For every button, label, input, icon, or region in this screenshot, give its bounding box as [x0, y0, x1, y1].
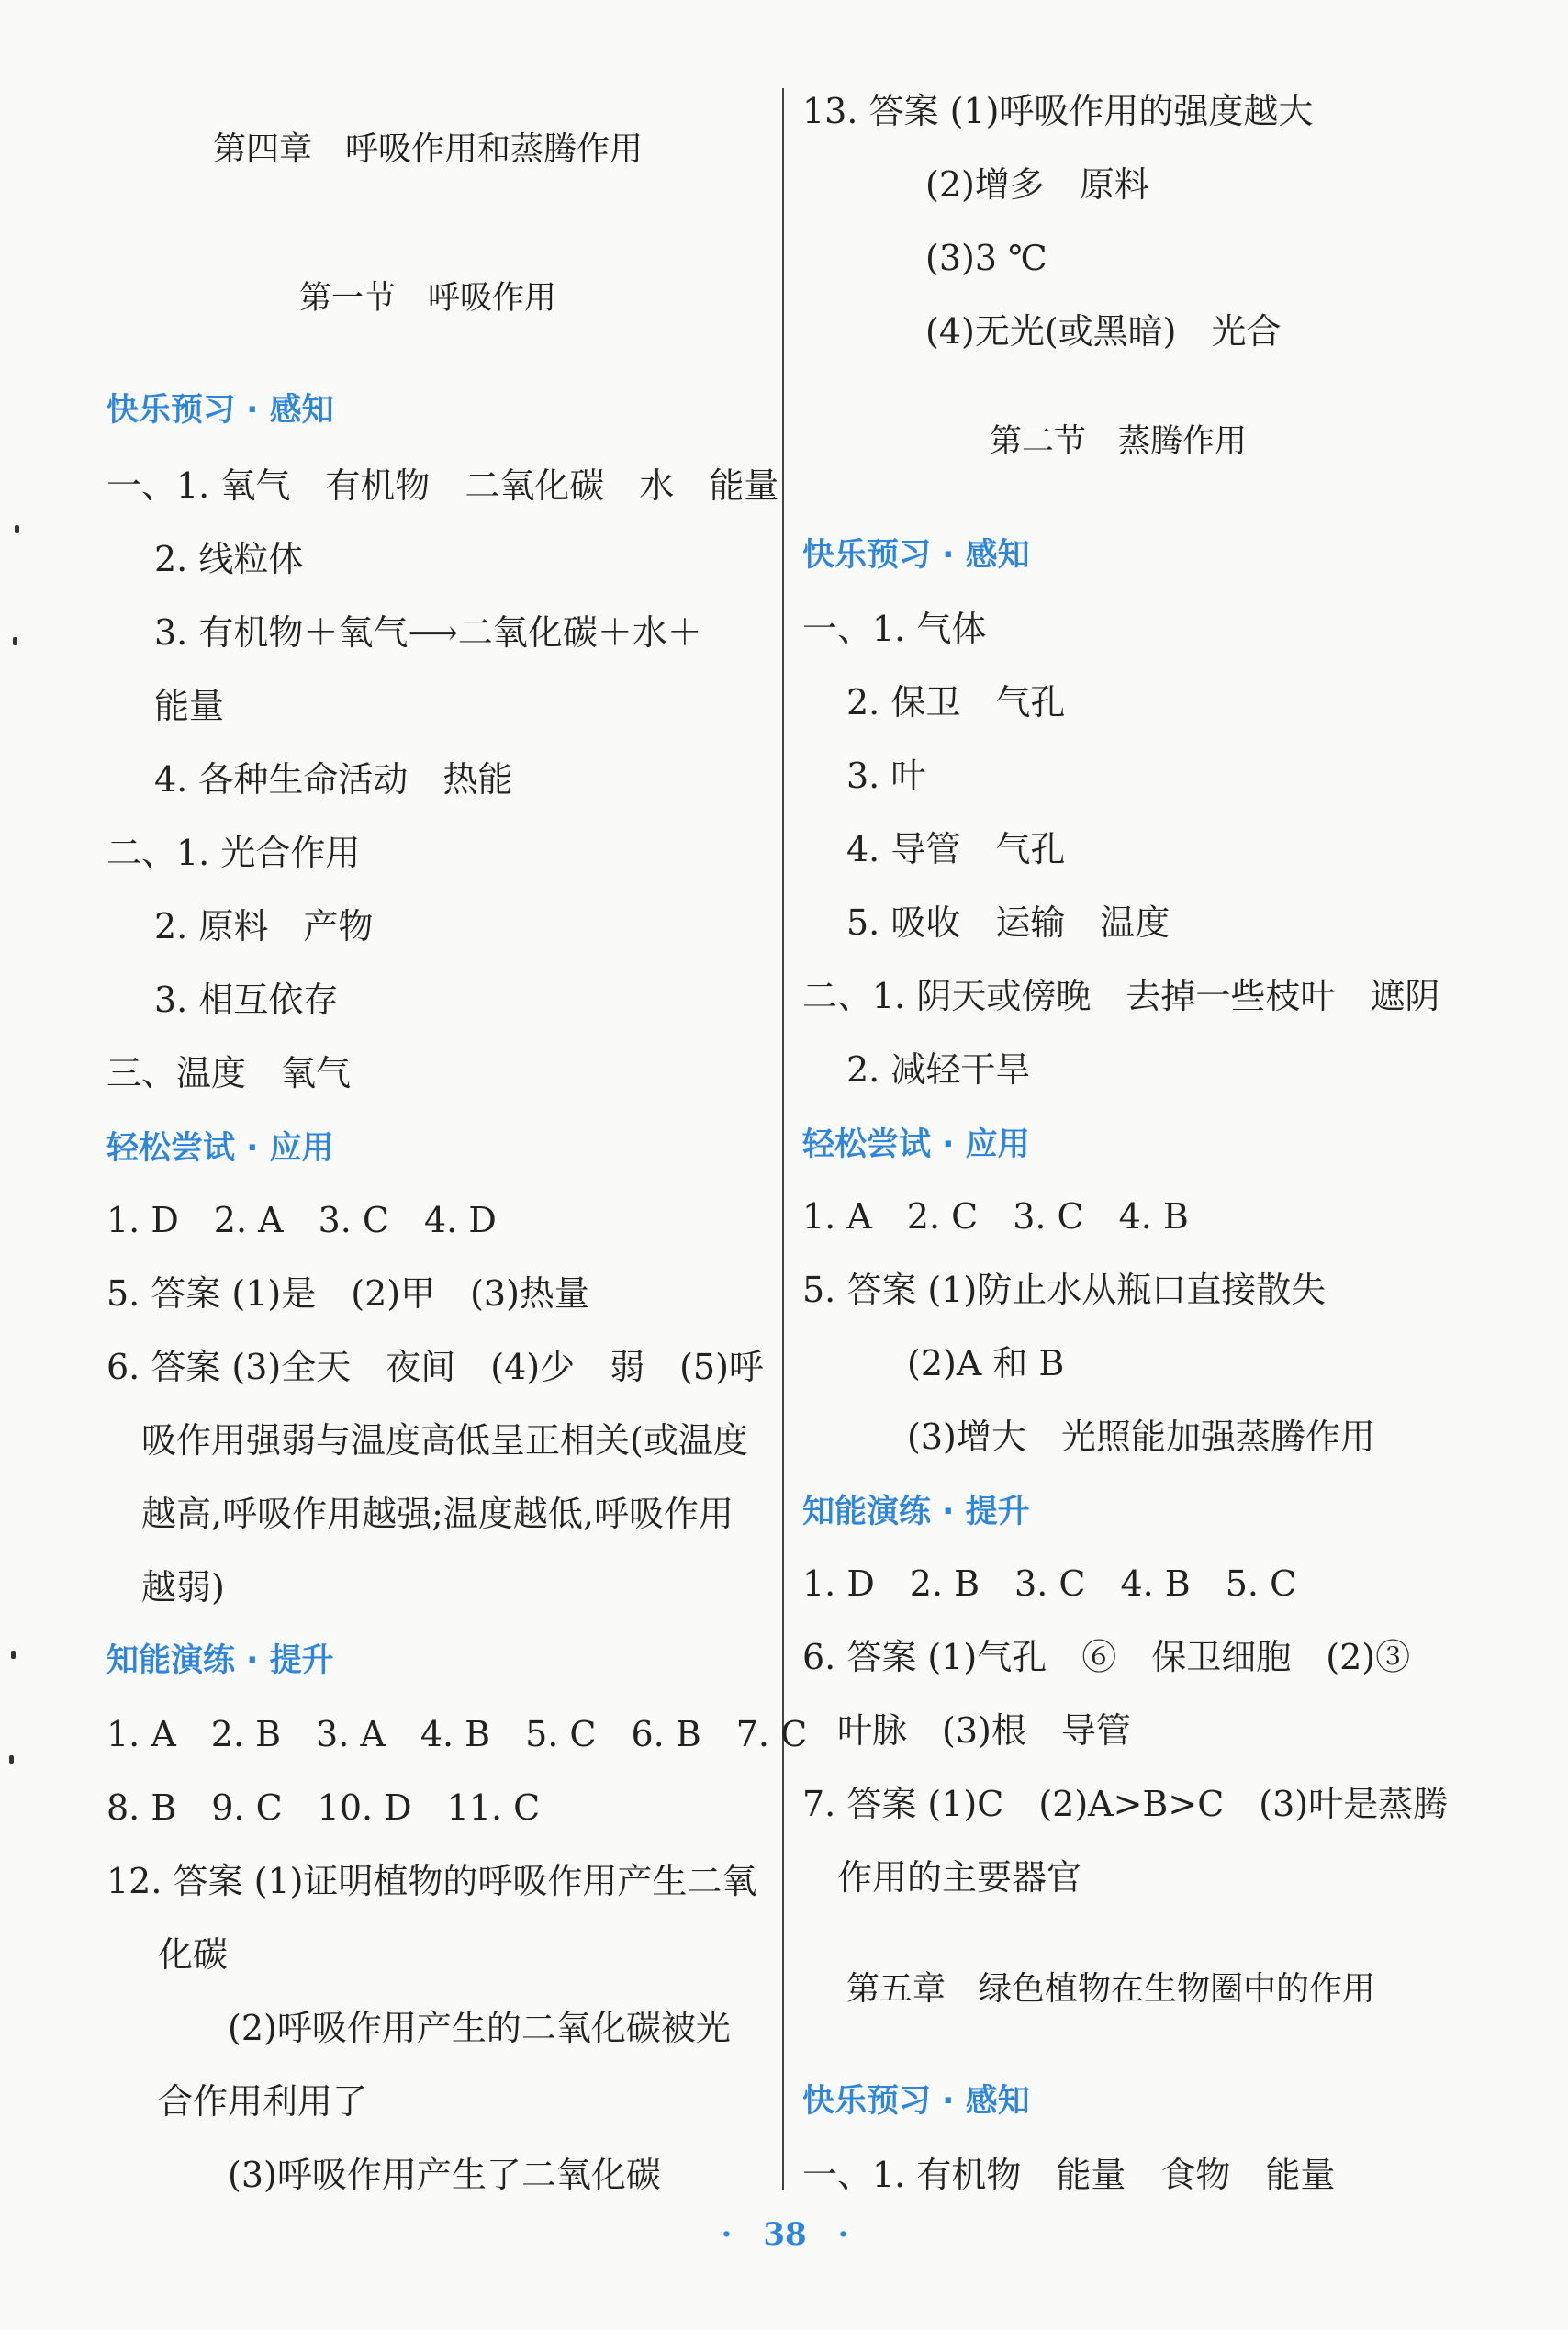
- answer-line: 5. 答案 (1)是 (2)甲 (3)热量: [106, 1273, 589, 1314]
- column-divider: [782, 88, 784, 2190]
- answer-line: 3. 相互依存: [154, 980, 339, 1020]
- page-number: · 38 ·: [721, 2216, 849, 2253]
- answer-line: 5. 吸收 运输 温度: [846, 902, 1170, 943]
- answer-line: 一、1. 有机物 能量 食物 能量: [802, 2155, 1336, 2195]
- answer-line: 叶脉 (3)根 导管: [837, 1710, 1131, 1751]
- answer-line: 三、温度 氧气: [106, 1053, 352, 1093]
- answer-line: 1. D 2. B 3. C 4. B 5. C: [802, 1563, 1297, 1604]
- answer-line: (4)无光(或黑暗) 光合: [925, 311, 1282, 352]
- answer-line: 7. 答案 (1)C (2)A>B>C (3)叶是蒸腾: [802, 1784, 1449, 1824]
- section-heading: 快乐预习 · 感知: [106, 392, 334, 429]
- section-title: 第二节 蒸腾作用: [990, 423, 1248, 460]
- answer-line: 4. 导管 气孔: [846, 829, 1066, 869]
- answer-line: 1. A 2. B 3. A 4. B 5. C 6. B 7. C: [106, 1714, 808, 1754]
- section-heading: 快乐预习 · 感知: [802, 537, 1030, 574]
- section-heading: 知能演练 · 提升: [106, 1642, 334, 1679]
- answer-line: 4. 各种生命活动 热能: [154, 759, 513, 800]
- chapter-title: 第五章 绿色植物在生物圈中的作用: [846, 1970, 1376, 2008]
- section-heading: 快乐预习 · 感知: [802, 2083, 1030, 2120]
- scan-speck: [9, 1755, 14, 1764]
- answer-line: 二、1. 光合作用: [106, 833, 361, 873]
- answer-line: 吸作用强弱与温度高低呈正相关(或温度: [141, 1420, 748, 1461]
- answer-line: 2. 原料 产物: [154, 906, 374, 947]
- section-heading: 知能演练 · 提升: [802, 1494, 1030, 1530]
- section-heading: 轻松尝试 · 应用: [106, 1130, 334, 1167]
- answer-line: 作用的主要器官: [837, 1857, 1082, 1898]
- answer-line: 3. 有机物＋氧气⟶二氧化碳＋水＋: [154, 612, 702, 653]
- answer-line: 6. 答案 (3)全天 夜间 (4)少 弱 (5)呼: [106, 1347, 764, 1387]
- section-title: 第一节 呼吸作用: [299, 280, 557, 317]
- answer-line: 越高,呼吸作用越强;温度越低,呼吸作用: [141, 1494, 734, 1534]
- answer-line: 一、1. 气体: [802, 609, 987, 649]
- answer-line: 8. B 9. C 10. D 11. C: [106, 1787, 541, 1828]
- answer-line: (2)增多 原料: [925, 164, 1149, 205]
- answer-line: 一、1. 氧气 有机物 二氧化碳 水 能量: [106, 465, 779, 506]
- answer-line: 化碳: [158, 1934, 229, 1975]
- answer-line: 合作用利用了: [158, 2081, 368, 2122]
- scan-speck: [11, 1651, 16, 1659]
- answer-line: (3)增大 光照能加强蒸腾作用: [907, 1417, 1375, 1457]
- answer-line: 2. 保卫 气孔: [846, 682, 1066, 723]
- answer-line: 13. 答案 (1)呼吸作用的强度越大: [802, 91, 1314, 131]
- scan-speck: [13, 637, 17, 645]
- chapter-title: 第四章 呼吸作用和蒸腾作用: [213, 130, 644, 168]
- answer-line: (3)呼吸作用产生了二氧化碳: [228, 2155, 661, 2195]
- answer-line: 3. 叶: [846, 756, 926, 796]
- answer-line: (2)A 和 B: [907, 1343, 1065, 1383]
- answer-line: 越弱): [141, 1567, 225, 1607]
- scan-speck: [15, 525, 19, 533]
- answer-line: 5. 答案 (1)防止水从瓶口直接散失: [802, 1270, 1327, 1310]
- answer-line: (2)呼吸作用产生的二氧化碳被光: [228, 2008, 731, 2048]
- answer-line: 6. 答案 (1)气孔 ⑥ 保卫细胞 (2)③: [802, 1637, 1411, 1677]
- answer-line: 二、1. 阴天或傍晚 去掉一些枝叶 遮阴: [802, 976, 1440, 1016]
- answer-line: 12. 答案 (1)证明植物的呼吸作用产生二氧: [106, 1861, 757, 1901]
- answer-line: (3)3 ℃: [925, 238, 1047, 278]
- answer-line: 2. 线粒体: [154, 539, 304, 579]
- answer-line: 2. 减轻干旱: [846, 1049, 1031, 1090]
- section-heading: 轻松尝试 · 应用: [802, 1126, 1030, 1163]
- answer-line: 能量: [154, 686, 225, 726]
- answer-line: 1. D 2. A 3. C 4. D: [106, 1200, 497, 1240]
- answer-line: 1. A 2. C 3. C 4. B: [802, 1196, 1189, 1237]
